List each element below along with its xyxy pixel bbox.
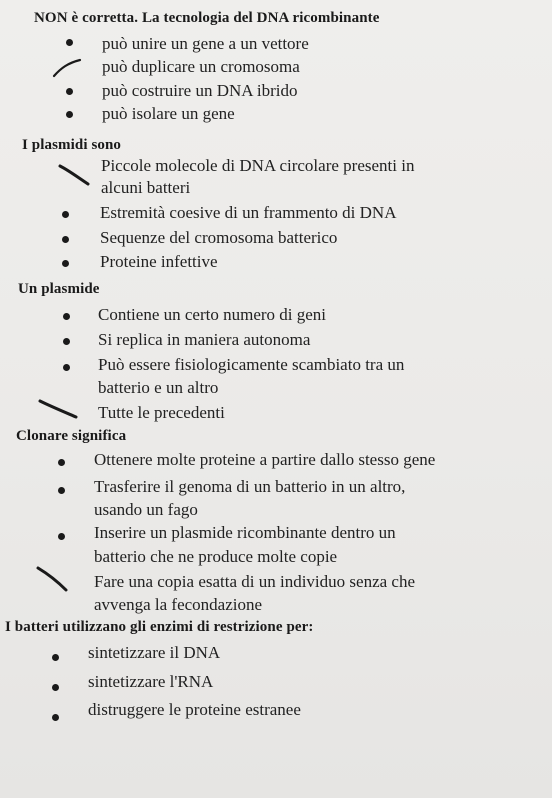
bullet-icon (66, 39, 73, 46)
answer-option[interactable]: sintetizzare l'RNA (88, 672, 214, 691)
bullet-icon (63, 313, 70, 320)
answer-option[interactable]: sintetizzare il DNA (88, 643, 221, 662)
answer-option-continued: alcuni batteri (101, 178, 191, 197)
answer-option[interactable]: Tutte le precedenti (98, 403, 225, 422)
bullet-icon (66, 88, 73, 95)
answer-option[interactable]: Può essere fisiologicamente scambiato tra un (98, 355, 405, 374)
bullet-icon (58, 487, 65, 494)
bullet-icon (62, 211, 69, 218)
bullet-icon (63, 364, 70, 371)
answer-option[interactable]: Contiene un certo numero di geni (98, 305, 327, 324)
checkmark-icon (36, 566, 70, 592)
checkmark-icon (58, 162, 90, 186)
answer-option[interactable]: Fare una copia esatta di un individuo senza che (94, 572, 415, 591)
answer-option-continued: usando un fago (94, 500, 198, 519)
question-heading: I batteri utilizzano gli enzimi di restrizione per: (5, 619, 314, 635)
answer-option-continued: batterio che ne produce molte copie (94, 547, 338, 566)
bullet-icon (63, 338, 70, 345)
answer-option[interactable]: distruggere le proteine estranee (88, 700, 301, 719)
bullet-icon (62, 236, 69, 243)
answer-option[interactable]: può unire un gene a un vettore (102, 34, 309, 53)
question-heading: Clonare significa (16, 428, 127, 444)
answer-option[interactable]: Trasferire il genoma di un batterio in un altro, (94, 477, 406, 496)
question-heading: NON è corretta. La tecnologia del DNA ricombinante (34, 10, 380, 26)
bullet-icon (62, 260, 69, 267)
answer-option[interactable]: può duplicare un cromosoma (102, 57, 300, 76)
checkmark-icon (38, 398, 78, 420)
bullet-icon (58, 459, 65, 466)
checkmark-icon (52, 58, 82, 80)
bullet-icon (52, 684, 59, 691)
answer-option[interactable]: Estremità coesive di un frammento di DNA (100, 203, 397, 222)
answer-option-continued: batterio e un altro (98, 378, 219, 397)
bullet-icon (66, 111, 73, 118)
question-heading: I plasmidi sono (22, 137, 122, 153)
bullet-icon (52, 714, 59, 721)
answer-option[interactable]: Piccole molecole di DNA circolare presenti in (101, 156, 415, 175)
bullet-icon (52, 654, 59, 661)
answer-option[interactable]: può costruire un DNA ibrido (102, 81, 298, 100)
answer-option-continued: avvenga la fecondazione (94, 595, 263, 614)
bullet-icon (58, 533, 65, 540)
answer-option[interactable]: Proteine infettive (100, 252, 218, 271)
answer-option[interactable]: Inserire un plasmide ricombinante dentro un (94, 523, 396, 542)
answer-option[interactable]: Si replica in maniera autonoma (98, 330, 311, 349)
question-heading: Un plasmide (18, 281, 100, 297)
answer-option[interactable]: Ottenere molte proteine a partire dallo stesso gene (94, 450, 436, 469)
answer-option[interactable]: Sequenze del cromosoma batterico (100, 228, 338, 247)
answer-option[interactable]: può isolare un gene (102, 104, 235, 123)
